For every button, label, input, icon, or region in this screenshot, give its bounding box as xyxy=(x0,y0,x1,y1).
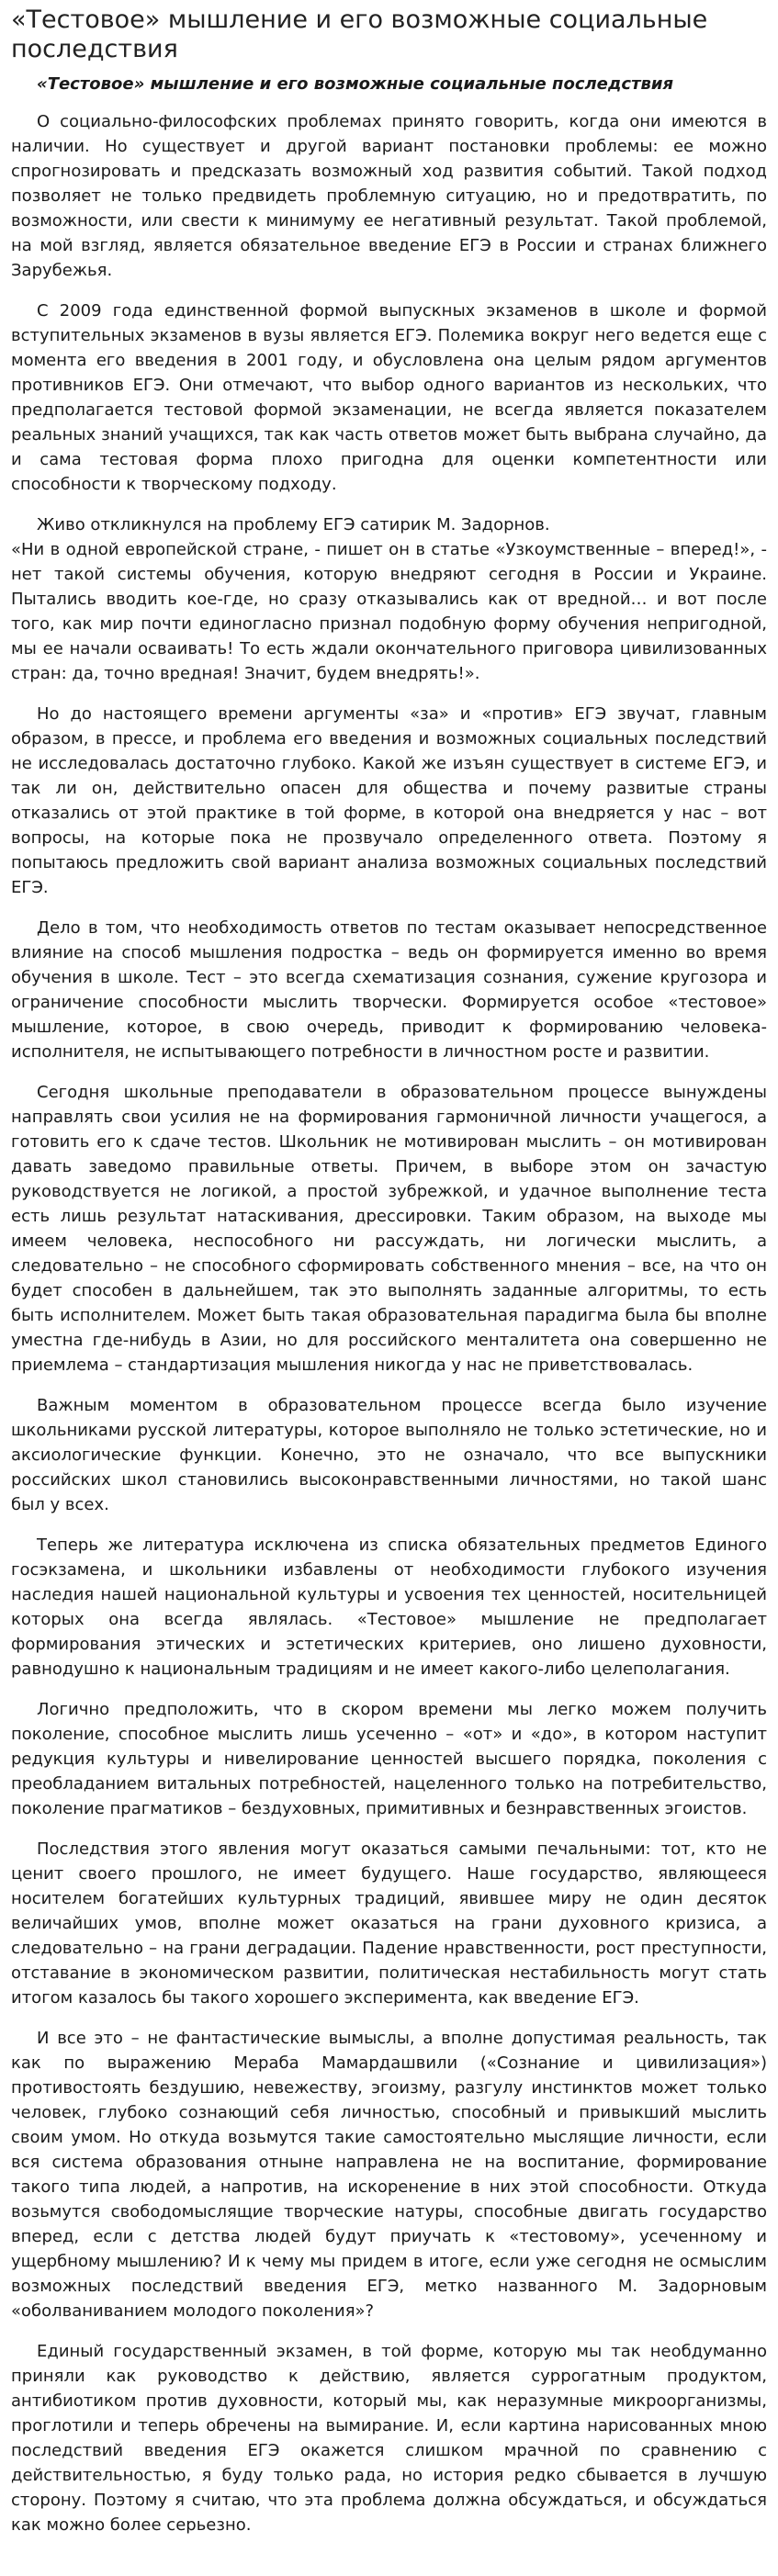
paragraph-conclusion: Единый государственный экзамен, в той форме, которую мы так необдуманно приняли как руководство к действию, является суррогатным продуктом, антибиотиком против духовности, который мы, как неразумные микроорганизмы, проглотили и теперь обречены на вымирание. И, если картина нарисованных мною последствий введения ЕГЭ окажется слишком мрачной по сравнению с действительностью, я буду только рада, но история редко сбывается в лучшую сторону. Поэтому я считаю, что эта проблема должна обсуждаться, и обсуждаться как можно более серьезно. xyxy=(11,2342,767,2535)
paragraph-literature: Важным моментом в образовательном процессе всегда было изучение школьниками русской литературы, которое выполняло не только эстетические, но и аксиологические функции. Конечно, это не означало, что все выпускники российских школ становились высоконравственными личностями, но такой шанс был у всех. xyxy=(11,1396,767,1514)
paragraph-mamardashvili: И все это – не фантастические вымыслы, а вполне допустимая реальность, так как по выражению Мераба Мамардашвили («Сознание и цивилизация») противостоять бездушию, невежеству, эгоизму, разгулу инстинктов может только человек, глубоко сознающий себя личностью, способный и привыкший мыслить своим умом. Но откуда возьмутся такие самостоятельно мыслящие личности, если вся система образования отныне направлена не на воспитание, формирование такого типа людей, а напротив, на искоренение в них этой способности. Откуда возьмутся свободомыслящие творческие натуры, способные двигать государство вперед, если с детства людей будут приучать к «тестовому», усеченному и ущербному мышлению? И к чему мы придем в итоге, если уже сегодня не осмыслим возможных последствий введения ЕГЭ, метко названного М. Задорновым «оболваниванием молодого поколения»? xyxy=(11,2029,767,2321)
article-subtitle: «Тестовое» мышление и его возможные социальные последствия xyxy=(37,74,674,94)
paragraph-generation: Логично предположить, что в скором времени мы легко можем получить поколение, способное мыслить лишь усеченно – «от» и «до», в котором наступит редукция культуры и нивелирование ценностей высшего порядка, поколения с преобладанием витальных потребностей, нацеленного только на потребительство, поколение прагматиков – бездуховных, примитивных и безнравственных эгоистов. xyxy=(11,1700,767,1818)
page-title: «Тестовое» мышление и его возможные социальные последствия xyxy=(11,6,708,63)
paragraph-ege-since-2009: С 2009 года единственной формой выпускных экзаменов в школе и формой вступительных экзаменов в вузы является ЕГЭ. Полемика вокруг него ведется еще с момента его введения в 2001 году, и обусловлена она целым рядом аргументов противников ЕГЭ. Они отмечают, что выбор одного вариантов из нескольких, что предполагается тестовой формой экзаменации, не всегда является показателем реальных знаний учащихся, так как часть ответов может быть выбрана случайно, да и сама тестовая форма плохо пригодна для оценки компетентности или способности к творческому подходу. xyxy=(11,301,767,494)
paragraph-teachers: Сегодня школьные преподаватели в образовательном процессе вынуждены направлять свои усилия не на формирования гармоничной личности учащегося, а готовить его к сдаче тестов. Школьник не мотивирован мыслить – он мотивирован давать заведомо правильные ответы. Причем, в выборе этом он зачастую руководствуется не логикой, а простой зубрежкой, и удачное выполнение теста есть лишь результат натаскивания, дрессировки. Таким образом, на выходе мы имеем человека, неспособного ни рассуждать, ни логически мыслить, а следовательно – не способного сформировать собственного мнения – все, на что он будет способен в дальнейшем, так это выполнять заданные алгоритмы, то есть быть исполнителем. Может быть такая образовательная парадигма была бы вполне уместна где-нибудь в Азии, но для российского менталитета она совершенно не приемлема – стандартизация мышления никогда у нас не приветствовалась. xyxy=(11,1083,767,1375)
paragraph-intro: О социально-философских проблемах принято говорить, когда они имеются в наличии. Но существует и другой вариант постановки проблемы: ее можно спрогнозировать и предсказать возможный ход развития событий. Такой подход позволяет не только предвидеть проблемную ситуацию, но и предотвратить, по возможности, или свести к минимуму ее негативный результат. Такой проблемой, на мой взгляд, является обязательное введение ЕГЭ в России и странах ближнего Зарубежья. xyxy=(11,112,767,280)
paragraph-zadornov-quote: «Ни в одной европейской стране, - пишет он в статье «Узкоумственные – вперед!», - нет такой системы обучения, которую внедряют сегодня в России и Украине. Пытались вводить кое-где, но сразу отказывались как от вредной… и вот после того, как мир почти единогласно признал подобную форму обучения непригодной, мы ее начали осваивать! То есть ждали окончательного приговора цивилизованных стран: да, точно вредная! Значит, будем внедрять!». xyxy=(11,540,767,683)
article-body xyxy=(11,109,767,2537)
paragraph-test-thinking: Дело в том, что необходимость ответов по тестам оказывает непосредственное влияние на способ мышления подростка – ведь он формируется именно во время обучения в школе. Тест – это всегда схематизация сознания, сужение кругозора и ограничение способности мыслить творчески. Формируется особое «тестовое» мышление, которое, в свою очередь, приводит к формированию человека-исполнителя, не испытывающего потребности в личностном росте и развитии. xyxy=(11,918,767,1062)
paragraph-zadornov-intro: Живо откликнулся на проблему ЕГЭ сатирик М. Задорнов. xyxy=(37,515,550,534)
paragraph-arguments: Но до настоящего времени аргументы «за» и «против» ЕГЭ звучат, главным образом, в прессе, и проблема его введения и возможных социальных последствий не исследовалась достаточно глубоко. Какой же изъян существует в системе ЕГЭ, и так ли он, действительно опасен для общества и почему развитые страны отказались от этой практике в той форме, в которой она внедряется у нас – вот вопросы, на которые пока не прозвучало определенного ответа. Поэтому я попытаюсь предложить свой вариант анализа возможных социальных последствий ЕГЭ. xyxy=(11,704,767,897)
paragraph-consequences: Последствия этого явления могут оказаться самыми печальными: тот, кто не ценит своего прошлого, не имеет будущего. Наше государство, являющееся носителем богатейших культурных традиций, явившее миру не один десяток величайших умов, вполне может оказаться на грани духовного кризиса, а следовательно – на грани деградации. Падение нравственности, рост преступности, отставание в экономическом развитии, политическая нестабильность могут стать итогом казалось бы такого хорошего эксперимента, как введение ЕГЭ. xyxy=(11,1839,767,2008)
paragraph-literature-excluded: Теперь же литература исключена из списка обязательных предметов Единого госэкзамена, и школьники избавлены от необходимости глубокого изучения наследия нашей национальной культуры и усвоения тех ценностей, носительницей которых она всегда являлась. «Тестовое» мышление не предполагает формирования этических и эстетических критериев, оно лишено духовности, равнодушно к национальным традициям и не имеет какого-либо целеполагания. xyxy=(11,1535,767,1679)
